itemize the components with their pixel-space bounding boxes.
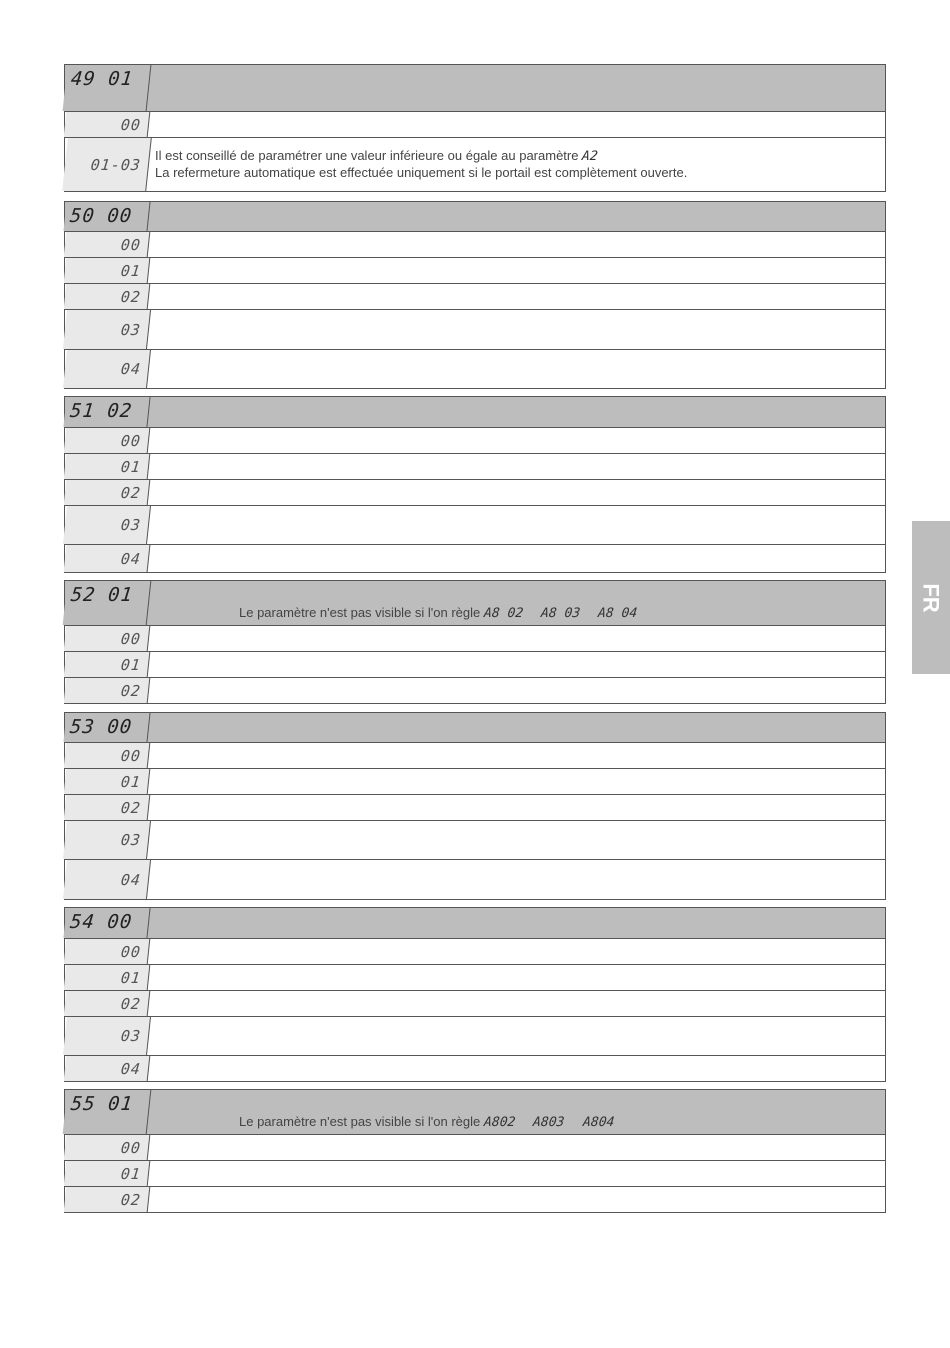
param-ref: A8 04 [597, 606, 639, 621]
param-code: 53 00 [63, 713, 150, 742]
value-code: 04 [63, 860, 151, 899]
param-code: 49 01 [63, 65, 152, 111]
table-row [65, 859, 885, 899]
value-code: 01 [64, 1161, 151, 1186]
value-desc [149, 1135, 885, 1160]
language-tab [912, 521, 950, 674]
table-row [65, 820, 885, 859]
table-row [65, 625, 885, 651]
note-text: Le paramètre n'est pas visible si l'on règle [239, 605, 481, 620]
value-desc [149, 795, 885, 820]
value-code: 00 [64, 232, 151, 257]
value-desc [149, 743, 885, 768]
table-row [65, 257, 885, 283]
desc-line: Il est conseillé de paramétrer une valeur inférieure ou égale au paramètre [155, 148, 579, 163]
value-desc [149, 138, 885, 191]
language-tab-label: FR [918, 582, 944, 613]
param-table-55 [64, 1089, 886, 1213]
value-code: 02 [64, 1187, 151, 1212]
value-desc [149, 678, 885, 703]
table-row [65, 677, 885, 703]
value-code: 01 [64, 454, 151, 479]
value-desc [149, 310, 885, 349]
value-code: 00 [64, 428, 151, 453]
table-row [65, 1134, 885, 1160]
table-row [65, 768, 885, 794]
value-desc [149, 965, 885, 990]
param-ref: A803 [532, 1115, 566, 1130]
param-title [149, 1090, 885, 1134]
param-ref: A2 [581, 149, 599, 164]
value-code: 02 [64, 284, 151, 309]
param-title [149, 713, 885, 742]
value-desc [149, 232, 885, 257]
value-desc [149, 991, 885, 1016]
value-code: 02 [64, 991, 151, 1016]
param-code: 54 00 [63, 908, 150, 938]
value-code: 01-03 [62, 138, 152, 191]
value-desc [149, 454, 885, 479]
value-code: 00 [64, 939, 151, 964]
param-title [149, 397, 885, 427]
table-row [65, 427, 885, 453]
note-text: Le paramètre n'est pas visible si l'on règle [239, 1114, 481, 1129]
param-header [65, 1090, 885, 1134]
value-desc [149, 626, 885, 651]
value-desc [149, 860, 885, 899]
param-ref: A8 02 [483, 606, 524, 621]
param-ref: A804 [581, 1115, 615, 1130]
value-code: 04 [64, 1056, 151, 1081]
value-code: 00 [64, 743, 151, 768]
value-desc [149, 284, 885, 309]
param-code: 52 01 [63, 581, 152, 625]
table-row [65, 990, 885, 1016]
table-row [65, 309, 885, 349]
table-row [65, 479, 885, 505]
value-code: 01 [64, 769, 151, 794]
table-row [65, 111, 885, 137]
value-code: 00 [64, 1135, 151, 1160]
table-row [65, 544, 885, 572]
value-code: 03 [63, 1017, 151, 1055]
param-title [149, 908, 885, 938]
value-desc [149, 112, 885, 137]
table-row [65, 651, 885, 677]
value-code: 02 [64, 678, 151, 703]
value-code: 03 [63, 506, 151, 544]
param-ref: A802 [483, 1115, 517, 1130]
table-row [65, 505, 885, 544]
table-row [65, 964, 885, 990]
value-code: 03 [63, 821, 151, 859]
param-header [65, 908, 885, 938]
value-code: 03 [63, 310, 151, 349]
param-table-53 [64, 712, 886, 900]
desc-line: La refermeture automatique est effectuée uniquement si le portail est complètement ouverte. [155, 165, 688, 180]
value-code: 01 [64, 652, 151, 677]
value-code: 02 [64, 795, 151, 820]
table-row [65, 938, 885, 964]
visibility-note [155, 605, 885, 622]
value-desc [149, 1017, 885, 1055]
param-header [65, 581, 885, 625]
param-header [65, 397, 885, 427]
value-desc [149, 545, 885, 572]
value-desc [149, 1056, 885, 1081]
value-code: 01 [64, 965, 151, 990]
param-header [65, 202, 885, 231]
table-row [65, 137, 885, 191]
param-title [149, 202, 885, 231]
visibility-note [155, 1114, 885, 1131]
value-desc [149, 506, 885, 544]
value-desc [149, 350, 885, 388]
param-header [65, 65, 885, 111]
param-table-51 [64, 396, 886, 573]
param-code: 51 02 [63, 397, 150, 427]
param-title [149, 65, 885, 111]
value-desc [149, 258, 885, 283]
table-row [65, 1055, 885, 1081]
param-table-52 [64, 580, 886, 704]
value-desc [149, 652, 885, 677]
value-code: 04 [64, 545, 151, 572]
param-title [149, 581, 885, 625]
table-row [65, 453, 885, 479]
value-code: 01 [64, 258, 151, 283]
table-row [65, 1160, 885, 1186]
param-table-49 [64, 64, 886, 192]
table-row [65, 231, 885, 257]
value-desc [149, 769, 885, 794]
param-code: 55 01 [63, 1090, 152, 1134]
table-row [65, 794, 885, 820]
value-code: 00 [64, 626, 151, 651]
table-row [65, 283, 885, 309]
table-row [65, 1016, 885, 1055]
param-ref: A8 03 [540, 606, 582, 621]
param-table-50 [64, 201, 886, 389]
table-row [65, 1186, 885, 1212]
param-table-54 [64, 907, 886, 1082]
table-row [65, 742, 885, 768]
value-code: 02 [64, 480, 151, 505]
param-header [65, 713, 885, 742]
value-code: 00 [64, 112, 151, 137]
value-desc [149, 821, 885, 859]
value-desc [149, 939, 885, 964]
param-code: 50 00 [63, 202, 150, 231]
value-desc [149, 1161, 885, 1186]
value-code: 04 [63, 350, 151, 388]
value-desc [149, 1187, 885, 1212]
value-desc [149, 480, 885, 505]
table-row [65, 349, 885, 388]
value-desc [149, 428, 885, 453]
